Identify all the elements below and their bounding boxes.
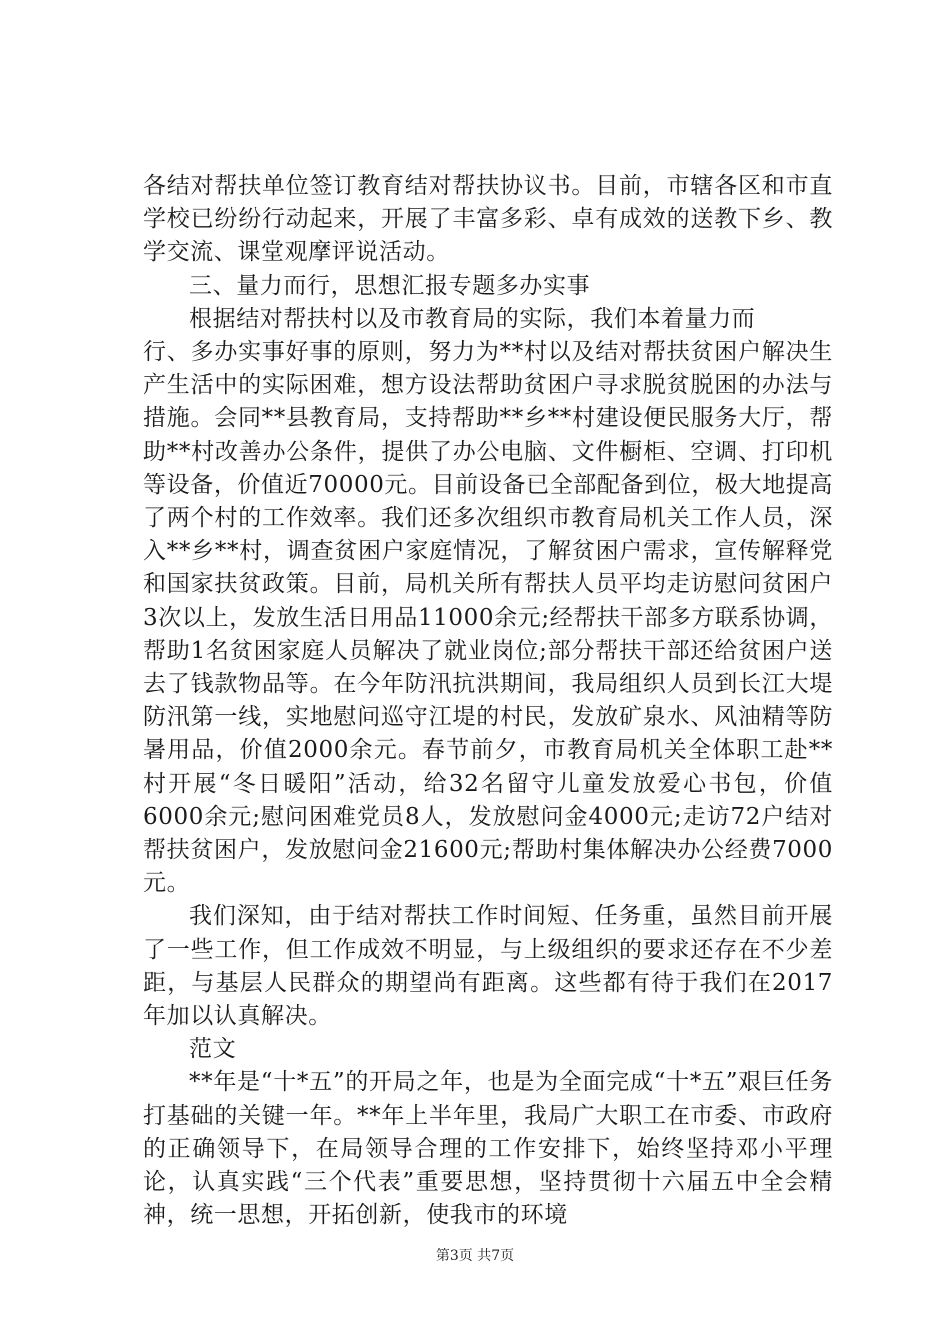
paragraph-summary: 我们深知，由于结对帮扶工作时间短、任务重，虽然目前开展了一些工作，但工作成效不明显，与上级组织的要求还存在不少差距，与基层人民群众的期望尚有距离。这些都有待于我们在2017年加以认真解决。 bbox=[143, 903, 833, 1030]
paragraph-intro: 根据结对帮扶村以及市教育局的实际，我们本着量力而 bbox=[189, 305, 756, 332]
document-body bbox=[143, 170, 833, 1233]
paragraph-continuation: 各结对帮扶单位签订教育结对帮扶协议书。目前，市辖各区和市直学校已纷纷行动起来，开展了丰富多彩、卓有成效的送教下乡、教学交流、课堂观摩评说活动。 bbox=[143, 173, 833, 266]
section-heading: 三、量力而行，思想汇报专题多办实事 bbox=[189, 272, 591, 299]
page-footer: 第3页 共7页 bbox=[435, 1248, 515, 1264]
paragraph-sample: **年是“十*五”的开局之年，也是为全面完成“十*五”艰巨任务打基础的关键一年。**年上半年里，我局广大职工在市委、市政府的正确领导下，在局领导合理的工作安排下，始终坚持邓小平理论，认真实践“三个代表”重要思想，坚持贯彻十六届五中全会精神，统一思想，开拓创新，使我市的环境 bbox=[143, 1069, 833, 1229]
sample-heading: 范文 bbox=[189, 1036, 237, 1063]
paragraph-main: 行、多办实事好事的原则，努力为**村以及结对帮扶贫困户解决生产生活中的实际困难，想方设法帮助贫困户寻求脱贫脱困的办法与措施。会同**县教育局，支持帮助**乡**村建设便民服务大厅，帮助**村改善办公条件，提供了办公电脑、文件橱柜、空调、打印机等设备，价值近70000元。目前设备已全部配备到位，极大地提高了两个村的工作效率。我们还多次组织市教育局机关工作人员，深入**乡**村，调查贫困户家庭情况，了解贫困户需求，宣传解释党和国家扶贫政策。目前，局机关所有帮扶人员平均走访慰问贫困户3次以上，发放生活日用品11000余元;经帮扶干部多方联系协调，帮助1名贫困家庭人员解决了就业岗位;部分帮扶干部还给贫困户送去了钱款物品等。在今年防汛抗洪期间，我局组织人员到长江大堤防汛第一线，实地慰问巡守江堤的村民，发放矿泉水、风油精等防暑用品，价值2000余元。春节前夕，市教育局机关全体职工赴**村开展“冬日暖阳”活动，给32名留守儿童发放爱心书包，价值6000余元;慰问困难党员8人，发放慰问金4000元;走访72户结对帮扶贫困户，发放慰问金21600元;帮助村集体解决办公经费7000元。 bbox=[143, 339, 833, 897]
